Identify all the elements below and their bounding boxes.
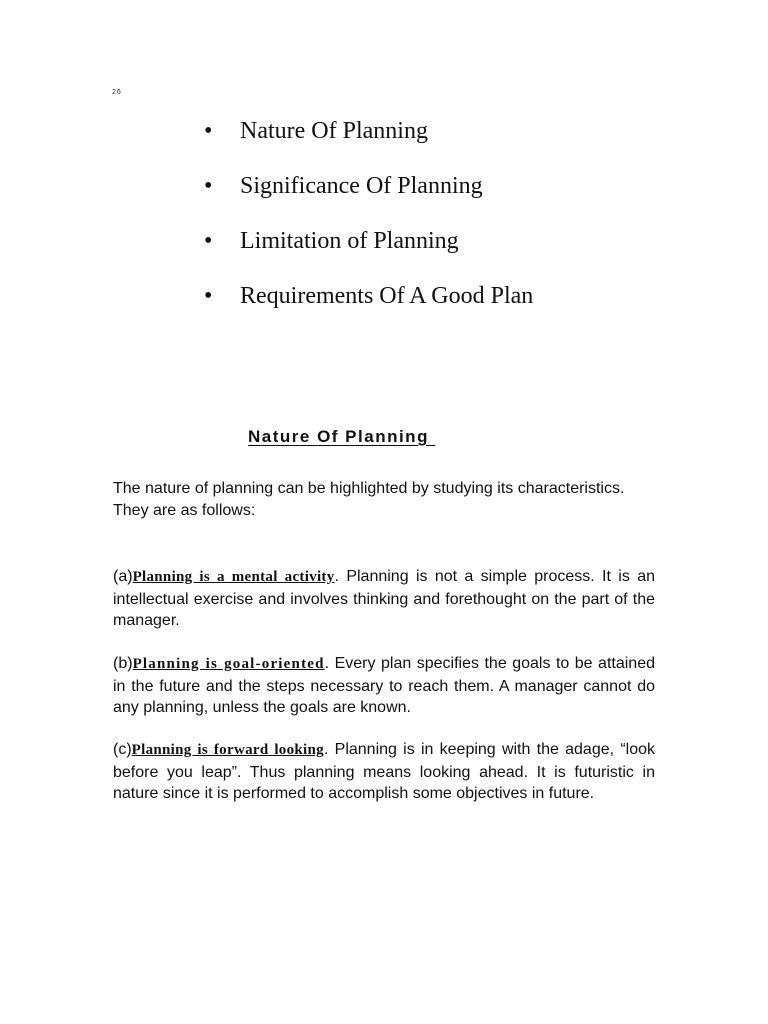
topic-item xyxy=(200,173,533,228)
characteristic-paragraph xyxy=(113,653,655,719)
point-text: . Every plan specifies the goals to be attained in the future and the steps necessary to reach them. A manager cannot do any planning, unless the goals are known. xyxy=(113,655,655,716)
topic-item xyxy=(200,118,533,173)
topic-label: Requirements Of A Good Plan xyxy=(240,283,534,309)
point-term: Planning is a mental activity xyxy=(132,569,335,585)
topic-label: Nature Of Planning xyxy=(240,118,428,144)
intro-text: The nature of planning can be highlighted by studying its characteristics. xyxy=(113,480,625,497)
point-term: Planning is goal-oriented xyxy=(132,656,325,672)
intro-paragraph xyxy=(113,478,655,521)
characteristic-paragraph xyxy=(113,566,655,632)
point-term: Planning is forward looking xyxy=(131,742,324,758)
topic-label: Significance Of Planning xyxy=(240,173,483,199)
bullet-icon: • xyxy=(204,173,213,199)
page-number: 26 xyxy=(112,89,122,96)
point-text: . Planning is in keeping with the adage, “look before you leap”. Thus planning means looking ahead. It is futuristic in nature since it is performed to accomplish some objectives in future. xyxy=(113,741,655,802)
point-text: . Planning is not a simple process. It is an intellectual exercise and involves thinking and forethought on the part of the manager. xyxy=(113,568,655,629)
topic-label: Limitation of Planning xyxy=(240,228,459,254)
bullet-icon: • xyxy=(204,283,213,309)
point-marker: (a) xyxy=(113,568,133,585)
topic-item xyxy=(200,283,533,338)
section-heading: Nature Of Planning xyxy=(248,427,436,446)
intro-follow-text: They are as follows: xyxy=(113,501,256,519)
paragraph-body xyxy=(113,653,655,719)
topic-item xyxy=(200,228,533,283)
point-marker: (c) xyxy=(113,741,132,758)
characteristic-paragraph xyxy=(113,739,655,805)
bullet-icon: • xyxy=(204,118,213,144)
point-marker: (b) xyxy=(113,655,133,672)
topic-list xyxy=(200,118,533,338)
paragraph-body xyxy=(113,566,655,632)
paragraph-body xyxy=(113,739,655,805)
bullet-icon: • xyxy=(204,228,213,254)
